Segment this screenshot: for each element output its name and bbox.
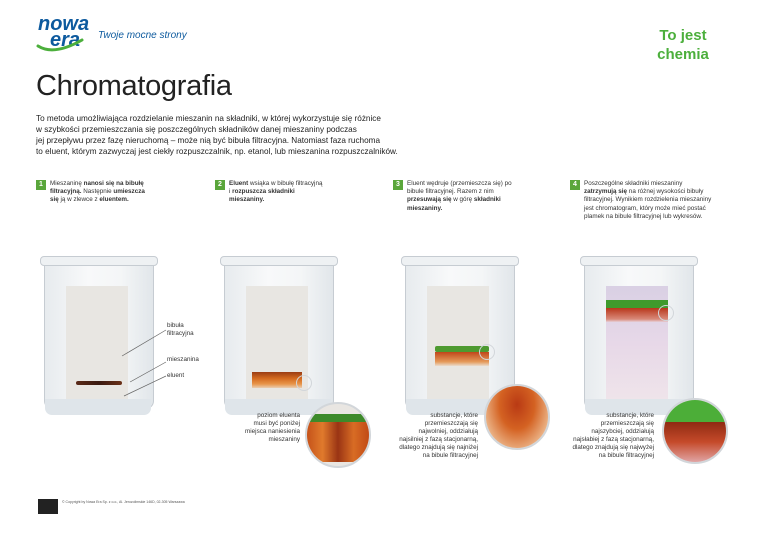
filter-paper (427, 286, 489, 400)
zoom-circle-2 (305, 402, 371, 468)
zoom-green-fill (664, 400, 726, 422)
beaker-rim (40, 256, 158, 266)
step-text (584, 180, 716, 221)
step-text-run: zatrzymują się (584, 188, 628, 196)
label-eluent: eluent (167, 372, 185, 379)
zoom-orange-fill (486, 386, 548, 448)
step-text-run: Mieszaninę (50, 180, 84, 187)
series-line-2: chemia (657, 46, 709, 63)
zoom-red-fill (664, 422, 726, 462)
zoom-source-marker (296, 375, 312, 391)
intro-line: To metoda umożliwiająca rozdzielanie mieszanin na składniki, w której wykorzystuje się różnice (36, 114, 381, 123)
logo-swoosh-icon (36, 36, 86, 54)
step-number: 2 (215, 180, 225, 190)
step-number: 4 (570, 180, 580, 190)
intro-line: jej przepływu przez fazę nieruchomą – może nią być bibuła filtracyjna. Natomiast faza ruchoma (36, 136, 381, 145)
zoom-circle-4 (662, 398, 728, 464)
step-number: 1 (36, 180, 46, 190)
zoom-source-marker (479, 344, 495, 360)
green-band (606, 300, 668, 308)
series-title (638, 26, 728, 64)
beaker-4 (584, 256, 700, 416)
beaker-rim (401, 256, 519, 266)
intro-line: w szybkości przemieszczania się poszczególnych składników danej mieszaniny podczas (36, 125, 357, 134)
step-text-run: umieszcza się (50, 188, 145, 204)
label-paper: bibuła filtracyjna (167, 322, 194, 337)
mixture-band (252, 372, 302, 388)
step-text-run: nanosi się (83, 180, 115, 187)
step-text (50, 180, 145, 205)
caption-step-2: poziom eluenta musi być poniżej miejsca naniesienia mieszaniny (245, 412, 300, 443)
step-text-run: składniki mieszaniny. (407, 196, 501, 212)
zoom-source-marker (658, 305, 674, 321)
step-text-run: ją w zlewce z (58, 196, 100, 204)
page-title: Chromatografia (36, 70, 232, 102)
step-text-run: Następnie (81, 188, 114, 196)
series-line-1: To jest (659, 27, 707, 44)
step-text-run: na bibułę filtracyjną. (50, 180, 144, 196)
label-mixture: mieszanina (167, 356, 199, 363)
label-lines (110, 320, 170, 400)
step-text-run: Eluent (229, 180, 249, 187)
step-text-run: na różnej wysokości bibuły filtracyjnej. Wynikiem rozdzielenia mieszaniny jest chromatogram, który może mieć postać plamek na bibule filtracyjnej lub wykresów. (584, 188, 712, 220)
step-text (229, 180, 324, 205)
tagline: Twoje mocne strony (98, 30, 187, 41)
qr-code-icon (38, 499, 58, 514)
step-text-run: wsiąka w bibułę filtracyjną i (229, 180, 323, 196)
caption-step-4: substancje, które przemieszczają się najszybciej, oddziałują najsłabiej z fazą stacjonarną, dlatego znajdują się najwyżej na bibule filtracyjnej (572, 412, 654, 459)
zoom-circle-3 (484, 384, 550, 450)
intro-paragraph (36, 113, 466, 157)
beaker-rim (580, 256, 698, 266)
caption-step-3: substancje, które przemieszczają się najwolniej, oddziałują najsilniej z fazą stacjonarną, dlatego znajdują się najniżej na bibule filtracyjnej (399, 412, 478, 459)
step-text-run: Eluent wędruje (przemieszcza się) po bibule filtracyjnej. Razem z nim (407, 180, 512, 196)
copyright-footer: © Copyright by Nowa Era Sp. z o.o., Al. Jerozolimskie 146D, 02-305 Warszawa (62, 500, 185, 504)
intro-line: to eluent, którym zazwyczaj jest ciekły rozpuszczalnik, np. etanol, lub mieszanina rozpuszczalników. (36, 147, 398, 156)
step-number: 3 (393, 180, 403, 190)
step-text-run: przesuwają się (407, 196, 452, 204)
logo-era: era (50, 29, 81, 51)
step-text-run: eluentem. (99, 196, 129, 204)
step-text (407, 180, 519, 213)
zoom-green-band (307, 414, 369, 422)
step-text-run: w górę (451, 196, 474, 204)
beaker-rim (220, 256, 338, 266)
eluent-liquid (45, 399, 151, 415)
beaker-2 (224, 256, 340, 416)
step-text-run: Poszczególne składniki mieszaniny (584, 180, 683, 187)
logo-nowa: nowa (38, 13, 90, 35)
zoom-orange-band (307, 422, 369, 462)
step-text-run: rozpuszcza składniki mieszaniny. (229, 188, 295, 204)
